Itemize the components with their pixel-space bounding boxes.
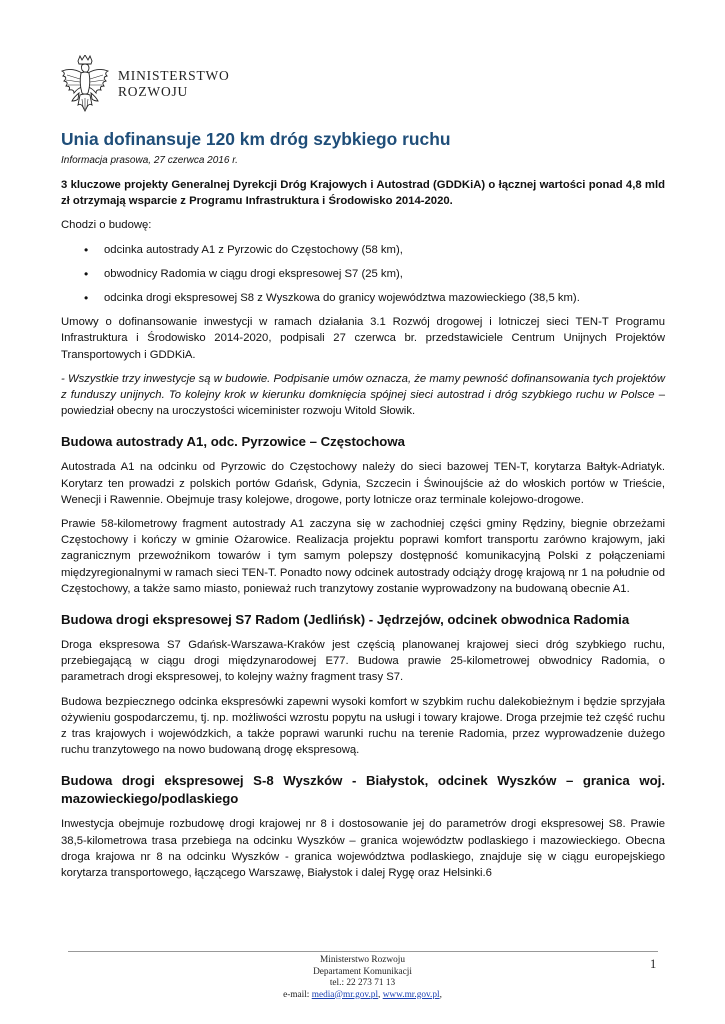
quote-paragraph — [61, 371, 665, 420]
section-s7-paragraph: Droga ekspresowa S7 Gdańsk-Warszawa-Kraków jest częścią planowanej krajowej sieci dróg szybkiego ruchu, przebiegającą w ciągu drogi międzynarodowej E77. Budowa prawie 25-kilometrowej obwodnicy Radomia, o parametrach drogi ekspresowej, to kolejny ważny fragment trasy S7. — [61, 639, 665, 684]
footer-separator: , — [378, 989, 383, 1000]
ministry-header — [58, 55, 298, 115]
list-item: • obwodnicy Radomia w ciągu drogi ekspresowej S7 (25 km), — [61, 266, 665, 282]
press-info: Informacja prasowa, 27 czerwca 2016 r. — [61, 155, 238, 166]
white-eagle-emblem-icon — [58, 55, 112, 113]
section-a1-paragraph: Prawie 58-kilometrowy fragment autostrady A1 zaczyna się w zachodniej części gminy Rędziny, biegnie obrzeżami Częstochowy i kończy w gminie Ożarowice. Realizacja projektu poprawi komfort transportu zarówno krajowym, jaki zagranicznym przewoźnikom towarów i tym samym polepszy dostępność komunikacyjną Polski z połączeniami międzyregionalnymi w ramach sieci TEN-T. Ponadto nowy odcinek autostrady odciąży drogę krajową nr 1 na południe od Częstochowy, a także samo miasto, ponieważ ruch tranzytowy zostanie wyprowadzony na budowaną obecnie A1. — [61, 518, 665, 595]
ministry-name-line1: MINISTERSTWO — [118, 68, 230, 83]
quote-text: - Wszystkie trzy inwestycje są w budowie. Podpisanie umów oznacza, że mamy pewność dofinansowania tych projektów z funduszy unijnych. To kolejny krok w kierunku domknięcia spójnej sieci autostrad i dróg szybkiego ruchu w Polsce — [61, 372, 665, 402]
footer-contact — [0, 955, 725, 1001]
email-link[interactable]: media@mr.gov.pl — [311, 989, 379, 1000]
footer-email-label: e-mail: — [283, 989, 312, 1000]
section-heading-a1: Budowa autostrady A1, odc. Pyrzowice – Częstochowa — [61, 434, 405, 450]
projects-list — [61, 242, 665, 307]
page-footer — [0, 951, 725, 1011]
section-s7-paragraph: Budowa bezpiecznego odcinka ekspresówki zapewni wysoki komfort w szybkim ruchu dalekobieżnym i będzie sprzyjała ożywieniu gospodarczemu, tj. np. możliwości wzrostu popytu na usługi i towary krajowe. Droga przejmie też część ruchu z tras krajowych i wojewódzkich, a także poprawi warunki ruchu na terenie Radomia, przez wyprowadzenie dużego ruchu tranzytowego na nowo budowaną drogę ekspresową. — [61, 695, 665, 757]
section-heading-s7: Budowa drogi ekspresowej S7 Radom (Jedlińsk) - Jędrzejów, odcinek obwodnica Radomia — [61, 612, 630, 628]
section-a1-paragraph: Autostrada A1 na odcinku od Pyrzowic do Częstochowy należy do sieci bazowej TEN-T, korytarza Bałtyk-Adriatyk. Korytarz ten prowadzi z polskich portów Gdańsk, Gdynia, Szczecin i Świnoujście aż do włoskich portów w Trieście, Wenecji i Rawennie. Obejmuje trasy kolejowe, drogowe, porty lotnicze oraz terminale kolejowo-drogowe. — [61, 461, 665, 506]
section-heading-s8: Budowa drogi ekspresowej S-8 Wyszków - Białystok, odcinek Wyszków – granica woj. mazowieckiego/podlaskiego — [61, 773, 665, 807]
ministry-name-line2: ROZWOJU — [118, 84, 189, 99]
funding-paragraph: Umowy o dofinansowanie inwestycji w ramach działania 3.1 Rozwój drogowej i lotniczej sieci TEN-T Programu Infrastruktura i Środowisko 2014-2020, podpisali 27 czerwca br. przedstawiciele Centrum Unijnych Projektów Transportowych i GDDKiA. — [61, 316, 665, 361]
website-link[interactable]: www.mr.gov.pl — [382, 989, 440, 1000]
intro-paragraph: Chodzi o budowę: — [61, 219, 152, 232]
footer-phone: tel.: 22 273 71 13 — [329, 978, 396, 988]
lead-paragraph: 3 kluczowe projekty Generalnej Dyrekcji Dróg Krajowych i Autostrad (GDDKiA) o łącznej wartości ponad 4,8 mld zł otrzymają wsparcie z Programu Infrastruktura i Środowisko 2014-2020. — [61, 179, 665, 208]
footer-suffix: , — [439, 989, 442, 1000]
footer-divider — [68, 951, 658, 952]
quote-attribution: – powiedział obecny na uroczystości wiceminister rozwoju Witold Słowik. — [61, 389, 666, 418]
ministry-name — [118, 68, 230, 100]
page-title: Unia dofinansuje 120 km dróg szybkiego ruchu — [61, 129, 451, 149]
list-item: • odcinka autostrady A1 z Pyrzowic do Częstochowy (58 km), — [61, 242, 665, 258]
footer-links — [0, 990, 725, 1002]
footer-ministry: Ministerstwo Rozwoju — [320, 955, 405, 965]
footer-department: Departament Komunikacji — [313, 966, 412, 977]
page-number: 1 — [650, 957, 657, 971]
section-s8-paragraph: Inwestycja obejmuje rozbudowę drogi krajowej nr 8 i dostosowanie jej do parametrów drogi ekspresowej S8. Prawie 38,5-kilometrowa trasa przebiega na odcinku Wyszków – granica województw podlaskiego i mazowieckiego. Obecna droga krajowa nr 8 na odcinku Wyszków - granica województwa podlaskiego, znajduje się w ciągu europejskiego korytarza transportowego, łączącego Warszawę, Białystok i dalej Rygę oraz Helsinki.6 — [61, 818, 665, 880]
list-item: • odcinka drogi ekspresowej S8 z Wyszkowa do granicy województwa mazowieckiego (38,5 km). — [61, 290, 665, 306]
press-release-body — [61, 128, 665, 889]
